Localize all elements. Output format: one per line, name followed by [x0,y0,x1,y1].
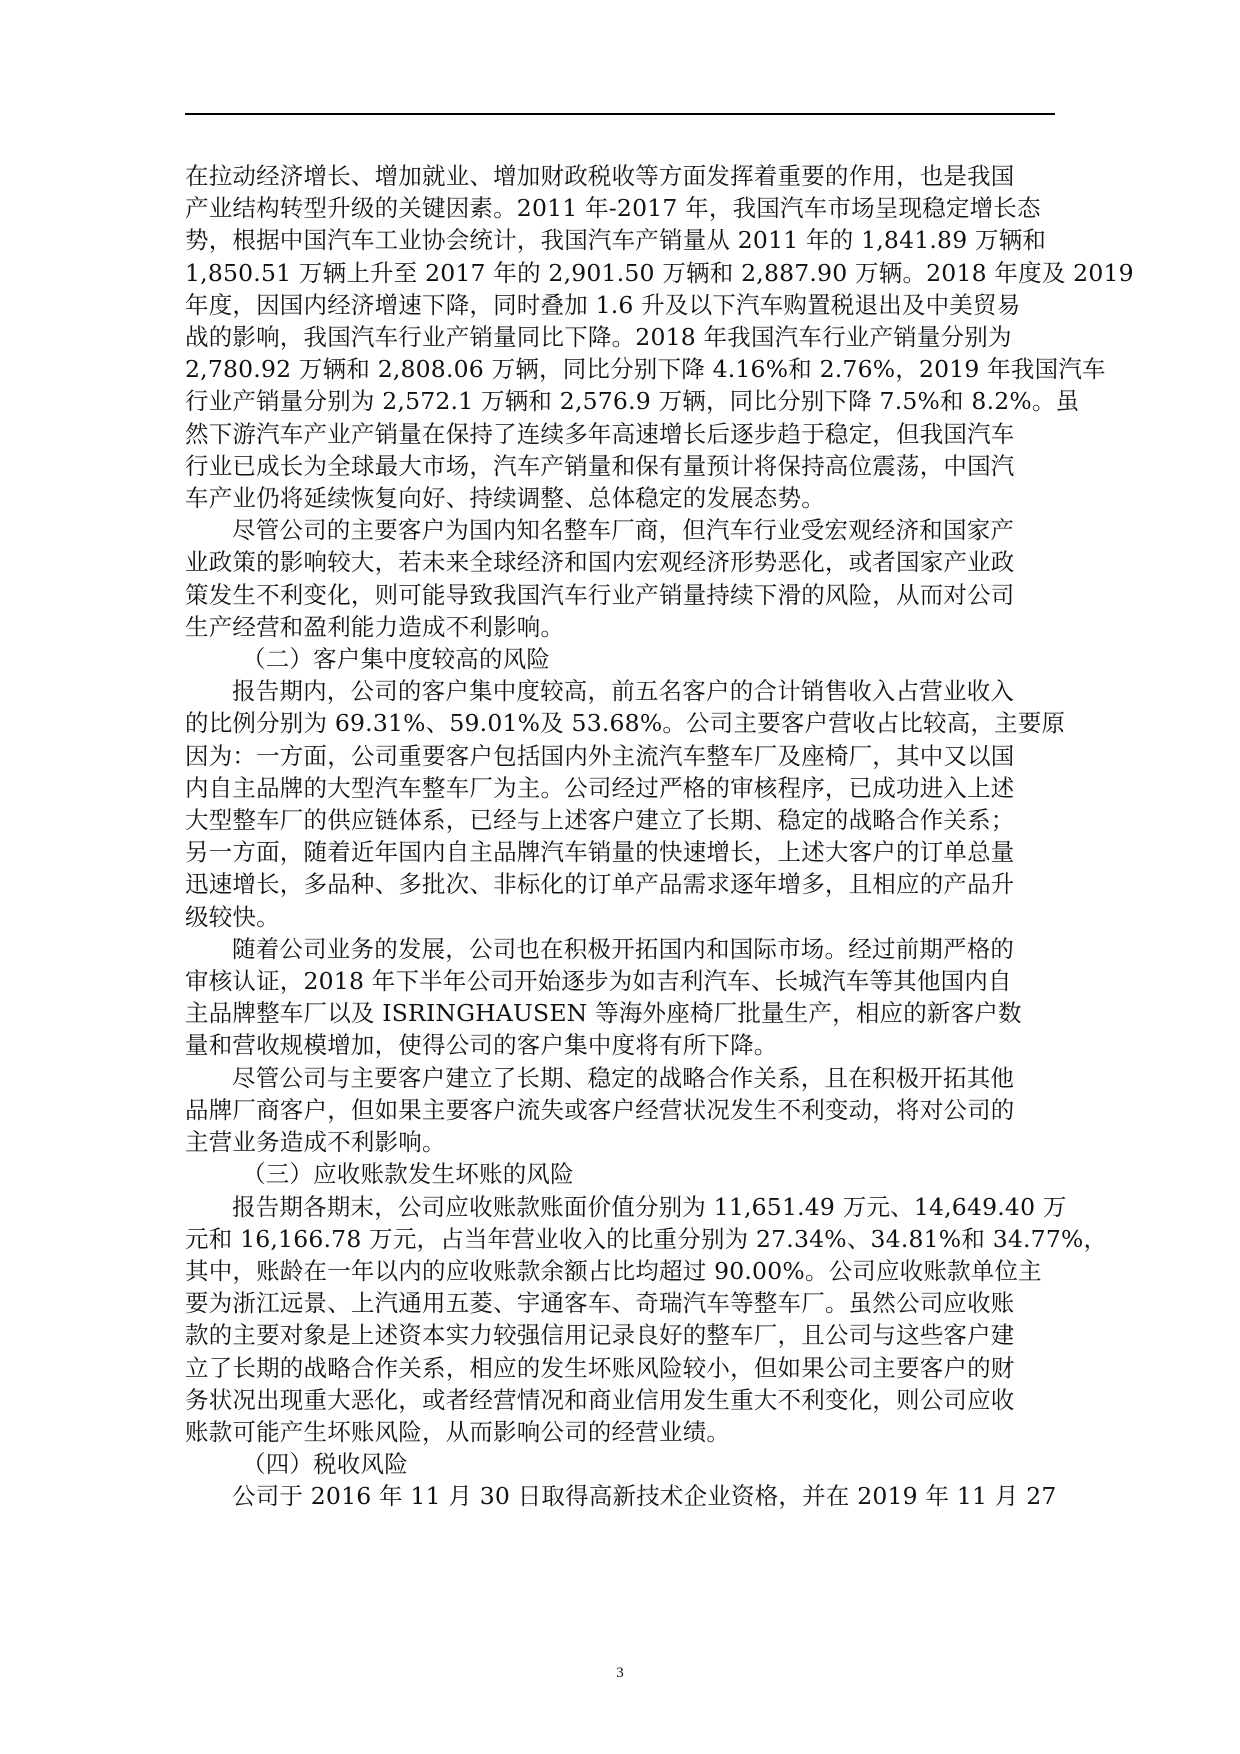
paragraph-line: 账款可能产生坏账风险，从而影响公司的经营业绩。 [185,1417,731,1446]
paragraph-line: 的比例分别为 69.31%、59.01%及 53.68%。公司主要客户营收占比较高，主要原 [185,709,1066,738]
paragraph-line: 品牌厂商客户，但如果主要客户流失或客户经营状况发生不利变动，将对公司的 [185,1095,1015,1124]
section-heading: （二）客户集中度较高的风险 [242,645,551,674]
paragraph-line: 业政策的影响较大，若未来全球经济和国内宏观经济形势恶化，或者国家产业政 [185,548,1015,577]
paragraph-line: 行业产销量分别为 2,572.1 万辆和 2,576.9 万辆，同比分别下降 7.5%和 8.2%。虽 [185,387,1080,416]
paragraph-line: 随着公司业务的发展，公司也在积极开拓国内和国际市场。经过前期严格的 [232,934,1015,963]
paragraph-line: 大型整车厂的供应链体系，已经与上述客户建立了长期、稳定的战略合作关系； [185,806,1015,835]
paragraph-line: 立了长期的战略合作关系，相应的发生坏账风险较小，但如果公司主要客户的财 [185,1353,1015,1382]
paragraph-line: 主营业务造成不利影响。 [185,1128,446,1157]
section-heading: （四）税收风险 [242,1450,408,1479]
paragraph-line: 其中，账龄在一年以内的应收账款余额占比均超过 90.00%。公司应收账款单位主 [185,1256,1042,1285]
document-body [185,160,1134,1513]
paragraph-line: 迅速增长，多品种、多批次、非标化的订单产品需求逐年增多，且相应的产品升 [185,870,1015,899]
paragraph-line: 因为：一方面，公司重要客户包括国内外主流汽车整车厂及座椅厂，其中又以国 [185,741,1015,770]
page-number: 3 [616,1665,624,1681]
paragraph-line: 审核认证，2018 年下半年公司开始逐步为如吉利汽车、长城汽车等其他国内自 [185,967,1012,996]
paragraph-line: 量和营收规模增加，使得公司的客户集中度将有所下降。 [185,1031,778,1060]
paragraph-line: 尽管公司的主要客户为国内知名整车厂商，但汽车行业受宏观经济和国家产 [232,516,1015,545]
paragraph-line: 行业已成长为全球最大市场，汽车产销量和保有量预计将保持高位震荡，中国汽 [185,451,1015,480]
paragraph [185,1191,1108,1449]
paragraph [185,160,1134,514]
paragraph-line: 然下游汽车产业产销量在保持了连续多年高速增长后逐步趋于稳定，但我国汽车 [185,419,1015,448]
paragraph [185,1480,1063,1512]
paragraph-line: 报告期各期末，公司应收账款账面价值分别为 11,651.49 万元、14,649.40 万 [232,1192,1067,1221]
paragraph-line: 内自主品牌的大型汽车整车厂为主。公司经过严格的审核程序，已成功进入上述 [185,773,1015,802]
paragraph-line: 元和 16,166.78 万元，占当年营业收入的比重分别为 27.34%、34.81%和 34.77%， [185,1224,1108,1253]
paragraph-line: 产业结构转型升级的关键因素。2011 年-2017 年，我国汽车市场呈现稳定增长态 [185,194,1041,223]
paragraph-line: 年度，因国内经济增速下降，同时叠加 1.6 升及以下汽车购置税退出及中美贸易 [185,290,1021,319]
paragraph-line: 1,850.51 万辆上升至 2017 年的 2,901.50 万辆和 2,887.90 万辆。2018 年度及 2019 [185,258,1134,287]
paragraph-line: 款的主要对象是上述资本实力较强信用记录良好的整车厂，且公司与这些客户建 [185,1321,1015,1350]
paragraph-line: 报告期内，公司的客户集中度较高，前五名客户的合计销售收入占营业收入 [232,677,1015,706]
paragraph-line: 要为浙江远景、上汽通用五菱、宇通客车、奇瑞汽车等整车厂。虽然公司应收账 [185,1289,1015,1318]
paragraph-line: 车产业仍将延续恢复向好、持续调整、总体稳定的发展态势。 [185,484,825,513]
paragraph-line: 生产经营和盈利能力造成不利影响。 [185,612,565,641]
paragraph-line: 主品牌整车厂以及 ISRINGHAUSEN 等海外座椅厂批量生产，相应的新客户数 [185,999,1022,1028]
paragraph-line: 另一方面，随着近年国内自主品牌汽车销量的快速增长，上述大客户的订单总量 [185,838,1015,867]
paragraph [185,675,1066,933]
paragraph-line: 在拉动经济增长、增加就业、增加财政税收等方面发挥着重要的作用，也是我国 [185,162,1015,190]
paragraph-line: 务状况出现重大恶化，或者经营情况和商业信用发生重大不利变化，则公司应收 [185,1385,1015,1414]
paragraph [185,514,1063,643]
paragraph-line: 公司于 2016 年 11 月 30 日取得高新技术企业资格，并在 2019 年 11 月 27 [232,1482,1057,1511]
paragraph-line: 势，根据中国汽车工业协会统计，我国汽车产销量从 2011 年的 1,841.89 万辆和 [185,226,1047,255]
header-rule [185,113,1055,115]
paragraph [185,1062,1063,1159]
paragraph-line: 2,780.92 万辆和 2,808.06 万辆，同比分别下降 4.16%和 2.76%，2019 年我国汽车 [185,355,1106,384]
paragraph [185,933,1063,1062]
paragraph-line: 级较快。 [185,902,280,931]
paragraph-line: 策发生不利变化，则可能导致我国汽车行业产销量持续下滑的风险，从而对公司 [185,580,1015,609]
paragraph-line: 尽管公司与主要客户建立了长期、稳定的战略合作关系，且在积极开拓其他 [232,1063,1015,1092]
section-heading: （三）应收账款发生坏账的风险 [242,1160,574,1189]
paragraph-line: 战的影响，我国汽车行业产销量同比下降。2018 年我国汽车行业产销量分别为 [185,323,1012,352]
